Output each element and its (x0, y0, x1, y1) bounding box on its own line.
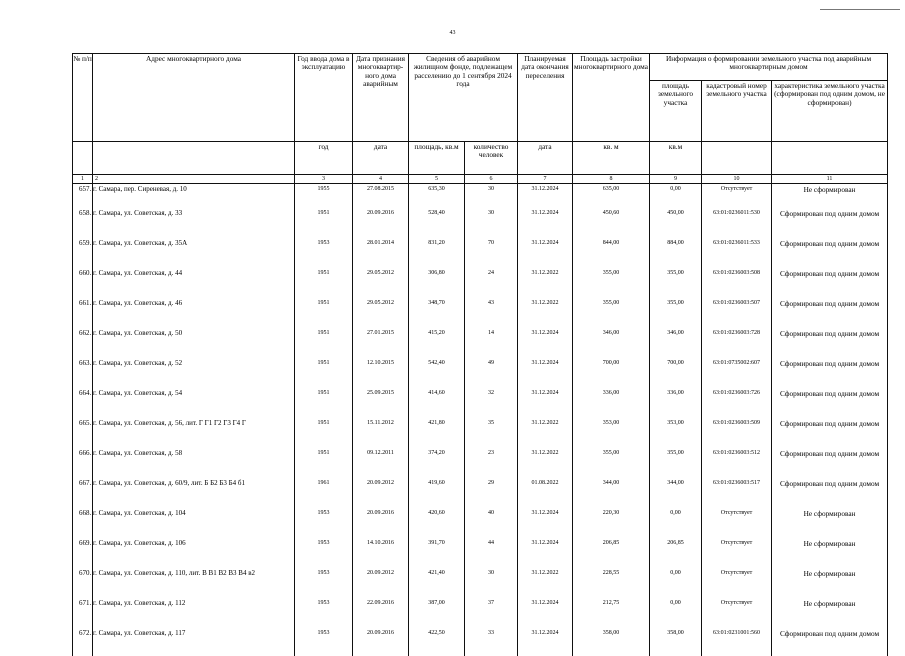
table-row (73, 326, 888, 356)
cell-cadastral: Отсутствует (702, 536, 772, 566)
cell-year: 1953 (295, 236, 353, 266)
cell-building-area: 844,00 (573, 236, 650, 266)
cell-area: 348,70 (409, 296, 465, 326)
cell-people: 40 (465, 506, 518, 536)
cell-building-area: 206,85 (573, 536, 650, 566)
cell-building-area: 355,00 (573, 266, 650, 296)
cell-date: 15.11.2012 (353, 416, 409, 446)
column-index: 7 (518, 175, 573, 184)
cell-land-area: 0,00 (650, 506, 702, 536)
unit-cadastral-empty (702, 142, 772, 175)
cell-planned: 31.12.2022 (518, 566, 573, 596)
header-year-in-use: Год ввода дома в эксплуатацию (295, 54, 353, 142)
cell-land-area: 346,00 (650, 326, 702, 356)
cell-cadastral: 63:01:0236003:512 (702, 446, 772, 476)
cell-area: 306,80 (409, 266, 465, 296)
cell-planned: 31.12.2022 (518, 446, 573, 476)
column-index: 10 (702, 175, 772, 184)
header-building-area: Площадь застройки многоквартирного дома (573, 54, 650, 142)
cell-address (93, 506, 295, 536)
cell-year: 1951 (295, 266, 353, 296)
table-body (73, 184, 888, 656)
cell-year: 1951 (295, 446, 353, 476)
cell-area: 419,60 (409, 476, 465, 506)
cell-land-area: 358,00 (650, 626, 702, 656)
unit-people: количество человек (465, 142, 518, 175)
address-text: 666. г. Самара, ул. Советская, д. 58 (79, 450, 182, 458)
cell-year: 1951 (295, 206, 353, 236)
address-text: 669. г. Самара, ул. Советская, д. 106 (79, 540, 186, 548)
cell-land-area: 700,00 (650, 356, 702, 386)
cell-planned: 31.12.2024 (518, 236, 573, 266)
cell-year: 1953 (295, 566, 353, 596)
cell-status: Сформирован под одним домом (772, 236, 888, 266)
cell-status: Сформирован под одним домом (772, 206, 888, 236)
cell-area: 422,50 (409, 626, 465, 656)
cell-building-area: 355,00 (573, 446, 650, 476)
cell-date: 09.12.2011 (353, 446, 409, 476)
cell-land-area: 355,00 (650, 266, 702, 296)
cell-planned: 31.12.2024 (518, 506, 573, 536)
cell-cadastral: 63:01:0236003:726 (702, 386, 772, 416)
cell-status: Сформирован под одним домом (772, 326, 888, 356)
cell-status: Сформирован под одним домом (772, 446, 888, 476)
cell-cadastral: 63:01:0236011:530 (702, 206, 772, 236)
cell-date: 12.10.2015 (353, 356, 409, 386)
table-row (73, 476, 888, 506)
cell-address (93, 184, 295, 207)
cell-area: 528,40 (409, 206, 465, 236)
address-text: 664. г. Самара, ул. Советская, д. 54 (79, 390, 182, 398)
cell-area: 374,20 (409, 446, 465, 476)
cell-cadastral: Отсутствует (702, 184, 772, 207)
cell-planned: 31.12.2024 (518, 206, 573, 236)
cell-status: Не сформирован (772, 506, 888, 536)
cell-date: 25.09.2015 (353, 386, 409, 416)
cell-year: 1951 (295, 416, 353, 446)
cell-date: 14.10.2016 (353, 536, 409, 566)
cell-address (93, 266, 295, 296)
cell-planned: 31.12.2024 (518, 626, 573, 656)
cell-building-area: 700,00 (573, 356, 650, 386)
column-index: 4 (353, 175, 409, 184)
cell-cadastral: Отсутствует (702, 596, 772, 626)
header-cadastral: кадастровый номер земельного участка (702, 81, 772, 142)
table-row (73, 184, 888, 207)
cell-building-area: 212,75 (573, 596, 650, 626)
cell-year: 1955 (295, 184, 353, 207)
cell-building-area: 355,00 (573, 296, 650, 326)
cell-year: 1953 (295, 596, 353, 626)
cell-cadastral: 63:01:0236003:507 (702, 296, 772, 326)
header-land-characteristic: характеристика земельного участка (сформирован под одним домом, не сформирован) (772, 81, 888, 142)
table-row (73, 386, 888, 416)
cell-people: 23 (465, 446, 518, 476)
address-text: 663. г. Самара, ул. Советская, д. 52 (79, 360, 182, 368)
cell-planned: 31.12.2024 (518, 536, 573, 566)
cell-status: Сформирован под одним домом (772, 416, 888, 446)
cell-date: 29.05.2012 (353, 296, 409, 326)
scan-artifact-line (820, 9, 900, 10)
address-text: 670. г. Самара, ул. Советская, д. 110, лит. В В1 В2 В3 В4 в2 (79, 570, 255, 578)
cell-address (93, 596, 295, 626)
cell-planned: 31.12.2024 (518, 596, 573, 626)
cell-area: 421,80 (409, 416, 465, 446)
table-row (73, 416, 888, 446)
unit-land-area: кв.м (650, 142, 702, 175)
unit-area: площадь, кв.м (409, 142, 465, 175)
cell-building-area: 358,00 (573, 626, 650, 656)
cell-status: Сформирован под одним домом (772, 296, 888, 326)
address-text: 657. г. Самара, пер. Сиреневая, д. 10 (79, 186, 187, 194)
page-number: 43 (0, 30, 905, 36)
cell-area: 415,20 (409, 326, 465, 356)
column-index: 8 (573, 175, 650, 184)
cell-year: 1951 (295, 356, 353, 386)
cell-address (93, 416, 295, 446)
column-index: 6 (465, 175, 518, 184)
address-text: 671. г. Самара, ул. Советская, д. 112 (79, 600, 185, 608)
cell-people: 30 (465, 184, 518, 207)
cell-planned: 31.12.2022 (518, 296, 573, 326)
cell-building-area: 346,00 (573, 326, 650, 356)
cell-area: 420,60 (409, 506, 465, 536)
table-row (73, 206, 888, 236)
cell-cadastral: 63:01:0236003:508 (702, 266, 772, 296)
cell-area: 635,30 (409, 184, 465, 207)
cell-address (93, 206, 295, 236)
cell-planned: 31.12.2024 (518, 356, 573, 386)
cell-people: 37 (465, 596, 518, 626)
column-index: 11 (772, 175, 888, 184)
column-index: 1 (73, 175, 93, 184)
address-text: 660. г. Самара, ул. Советская, д. 44 (79, 270, 182, 278)
address-text: 665. г. Самара, ул. Советская, д. 56, лит. Г Г1 Г2 Г3 Г4 Г (79, 420, 246, 428)
cell-planned: 31.12.2022 (518, 416, 573, 446)
cell-date: 27.08.2015 (353, 184, 409, 207)
header-num: № п/п (73, 54, 93, 142)
cell-address (93, 626, 295, 656)
cell-status: Сформирован под одним домом (772, 266, 888, 296)
cell-address (93, 236, 295, 266)
cell-cadastral: 63:01:0236003:517 (702, 476, 772, 506)
header-land-area: площадь земельного участка (650, 81, 702, 142)
cell-date: 28.01.2014 (353, 236, 409, 266)
cell-people: 14 (465, 326, 518, 356)
cell-date: 22.09.2016 (353, 596, 409, 626)
header-planned-date: Планируемая дата окончания переселения (518, 54, 573, 142)
cell-area: 414,60 (409, 386, 465, 416)
unit-date: дата (353, 142, 409, 175)
table-row (73, 536, 888, 566)
cell-building-area: 220,30 (573, 506, 650, 536)
table-row (73, 236, 888, 266)
cell-land-area: 450,00 (650, 206, 702, 236)
cell-people: 30 (465, 566, 518, 596)
cell-land-area: 355,00 (650, 446, 702, 476)
cell-cadastral: 63:01:0735002:607 (702, 356, 772, 386)
header-emergency-info: Сведения об аварийном жилищном фонде, подлежащем расселению до 1 сентября 2024 года (409, 54, 518, 142)
column-index: 5 (409, 175, 465, 184)
cell-planned: 01.08.2022 (518, 476, 573, 506)
table-row (73, 446, 888, 476)
table-row (73, 356, 888, 386)
cell-people: 30 (465, 206, 518, 236)
table-row (73, 596, 888, 626)
cell-land-area: 206,85 (650, 536, 702, 566)
cell-people: 49 (465, 356, 518, 386)
table-row (73, 266, 888, 296)
cell-building-area: 336,00 (573, 386, 650, 416)
cell-building-area: 344,00 (573, 476, 650, 506)
cell-area: 391,70 (409, 536, 465, 566)
cell-date: 29.05.2012 (353, 266, 409, 296)
cell-land-area: 344,00 (650, 476, 702, 506)
cell-date: 20.09.2016 (353, 206, 409, 236)
unit-num-empty (73, 142, 93, 175)
cell-people: 29 (465, 476, 518, 506)
cell-year: 1953 (295, 506, 353, 536)
cell-cadastral: 63:01:0231001:560 (702, 626, 772, 656)
address-text: 659. г. Самара, ул. Советская, д. 35А (79, 240, 187, 248)
cell-status: Не сформирован (772, 566, 888, 596)
cell-address (93, 476, 295, 506)
cell-people: 24 (465, 266, 518, 296)
cell-year: 1951 (295, 326, 353, 356)
cell-year: 1953 (295, 536, 353, 566)
unit-building-area: кв. м (573, 142, 650, 175)
cell-area: 421,40 (409, 566, 465, 596)
cell-building-area: 635,00 (573, 184, 650, 207)
cell-land-area: 0,00 (650, 184, 702, 207)
address-text: 661. г. Самара, ул. Советская, д. 46 (79, 300, 182, 308)
cell-land-area: 336,00 (650, 386, 702, 416)
cell-land-area: 353,00 (650, 416, 702, 446)
cell-address (93, 536, 295, 566)
cell-date: 20.09.2016 (353, 506, 409, 536)
cell-year: 1953 (295, 626, 353, 656)
cell-building-area: 450,60 (573, 206, 650, 236)
cell-year: 1961 (295, 476, 353, 506)
header-recognition-date: Дата признания многоквартир-ного дома аварийным (353, 54, 409, 142)
cell-address (93, 446, 295, 476)
cell-people: 70 (465, 236, 518, 266)
cell-land-area: 0,00 (650, 596, 702, 626)
cell-land-area: 0,00 (650, 566, 702, 596)
cell-cadastral: 63:01:0236003:728 (702, 326, 772, 356)
cell-planned: 31.12.2024 (518, 386, 573, 416)
column-index: 9 (650, 175, 702, 184)
cell-address (93, 356, 295, 386)
cell-address (93, 296, 295, 326)
cell-status: Сформирован под одним домом (772, 356, 888, 386)
table-row (73, 566, 888, 596)
unit-address-empty (93, 142, 295, 175)
cell-year: 1951 (295, 296, 353, 326)
cell-status: Не сформирован (772, 536, 888, 566)
cell-people: 35 (465, 416, 518, 446)
table-row (73, 506, 888, 536)
cell-status: Не сформирован (772, 596, 888, 626)
address-text: 672. г. Самара, ул. Советская, д. 117 (79, 630, 185, 638)
address-text: 668. г. Самара, ул. Советская, д. 104 (79, 510, 186, 518)
table-row (73, 626, 888, 656)
cell-address (93, 326, 295, 356)
cell-planned: 31.12.2024 (518, 326, 573, 356)
unit-planned-date: дата (518, 142, 573, 175)
header-address: Адрес многоквартирного дома (93, 54, 295, 142)
cell-year: 1951 (295, 386, 353, 416)
address-text: 662. г. Самара, ул. Советская, д. 50 (79, 330, 182, 338)
cell-people: 33 (465, 626, 518, 656)
cell-planned: 31.12.2024 (518, 184, 573, 207)
column-index: 3 (295, 175, 353, 184)
cell-status: Сформирован под одним домом (772, 386, 888, 416)
header-land-info: Информация о формировании земельного участка под аварийным многоквартирным домом (650, 54, 888, 81)
unit-characteristic-empty (772, 142, 888, 175)
cell-people: 44 (465, 536, 518, 566)
cell-area: 831,20 (409, 236, 465, 266)
cell-area: 387,00 (409, 596, 465, 626)
cell-cadastral: 63:01:0236011:533 (702, 236, 772, 266)
column-index-row (73, 175, 888, 184)
address-text: 667. г. Самара, ул. Советская, д. 60/9, лит. Б Б2 Б3 Б4 б1 (79, 480, 245, 488)
cell-area: 542,40 (409, 356, 465, 386)
cell-date: 20.09.2012 (353, 566, 409, 596)
cell-cadastral: Отсутствует (702, 506, 772, 536)
cell-land-area: 355,00 (650, 296, 702, 326)
cell-cadastral: 63:01:0236003:509 (702, 416, 772, 446)
cell-date: 20.09.2016 (353, 626, 409, 656)
column-index: 2 (93, 175, 295, 184)
cell-land-area: 884,00 (650, 236, 702, 266)
cell-planned: 31.12.2022 (518, 266, 573, 296)
cell-date: 27.01.2015 (353, 326, 409, 356)
cell-building-area: 228,55 (573, 566, 650, 596)
address-text: 658. г. Самара, ул. Советская, д. 33 (79, 210, 182, 218)
cell-status: Сформирован под одним домом (772, 626, 888, 656)
cell-date: 20.09.2012 (353, 476, 409, 506)
cell-people: 43 (465, 296, 518, 326)
cell-building-area: 353,00 (573, 416, 650, 446)
cell-status: Сформирован под одним домом (772, 476, 888, 506)
table-row (73, 296, 888, 326)
emergency-housing-table (72, 53, 888, 656)
cell-address (93, 386, 295, 416)
cell-status: Не сформирован (772, 184, 888, 207)
cell-people: 32 (465, 386, 518, 416)
unit-year: год (295, 142, 353, 175)
cell-cadastral: Отсутствует (702, 566, 772, 596)
cell-address (93, 566, 295, 596)
